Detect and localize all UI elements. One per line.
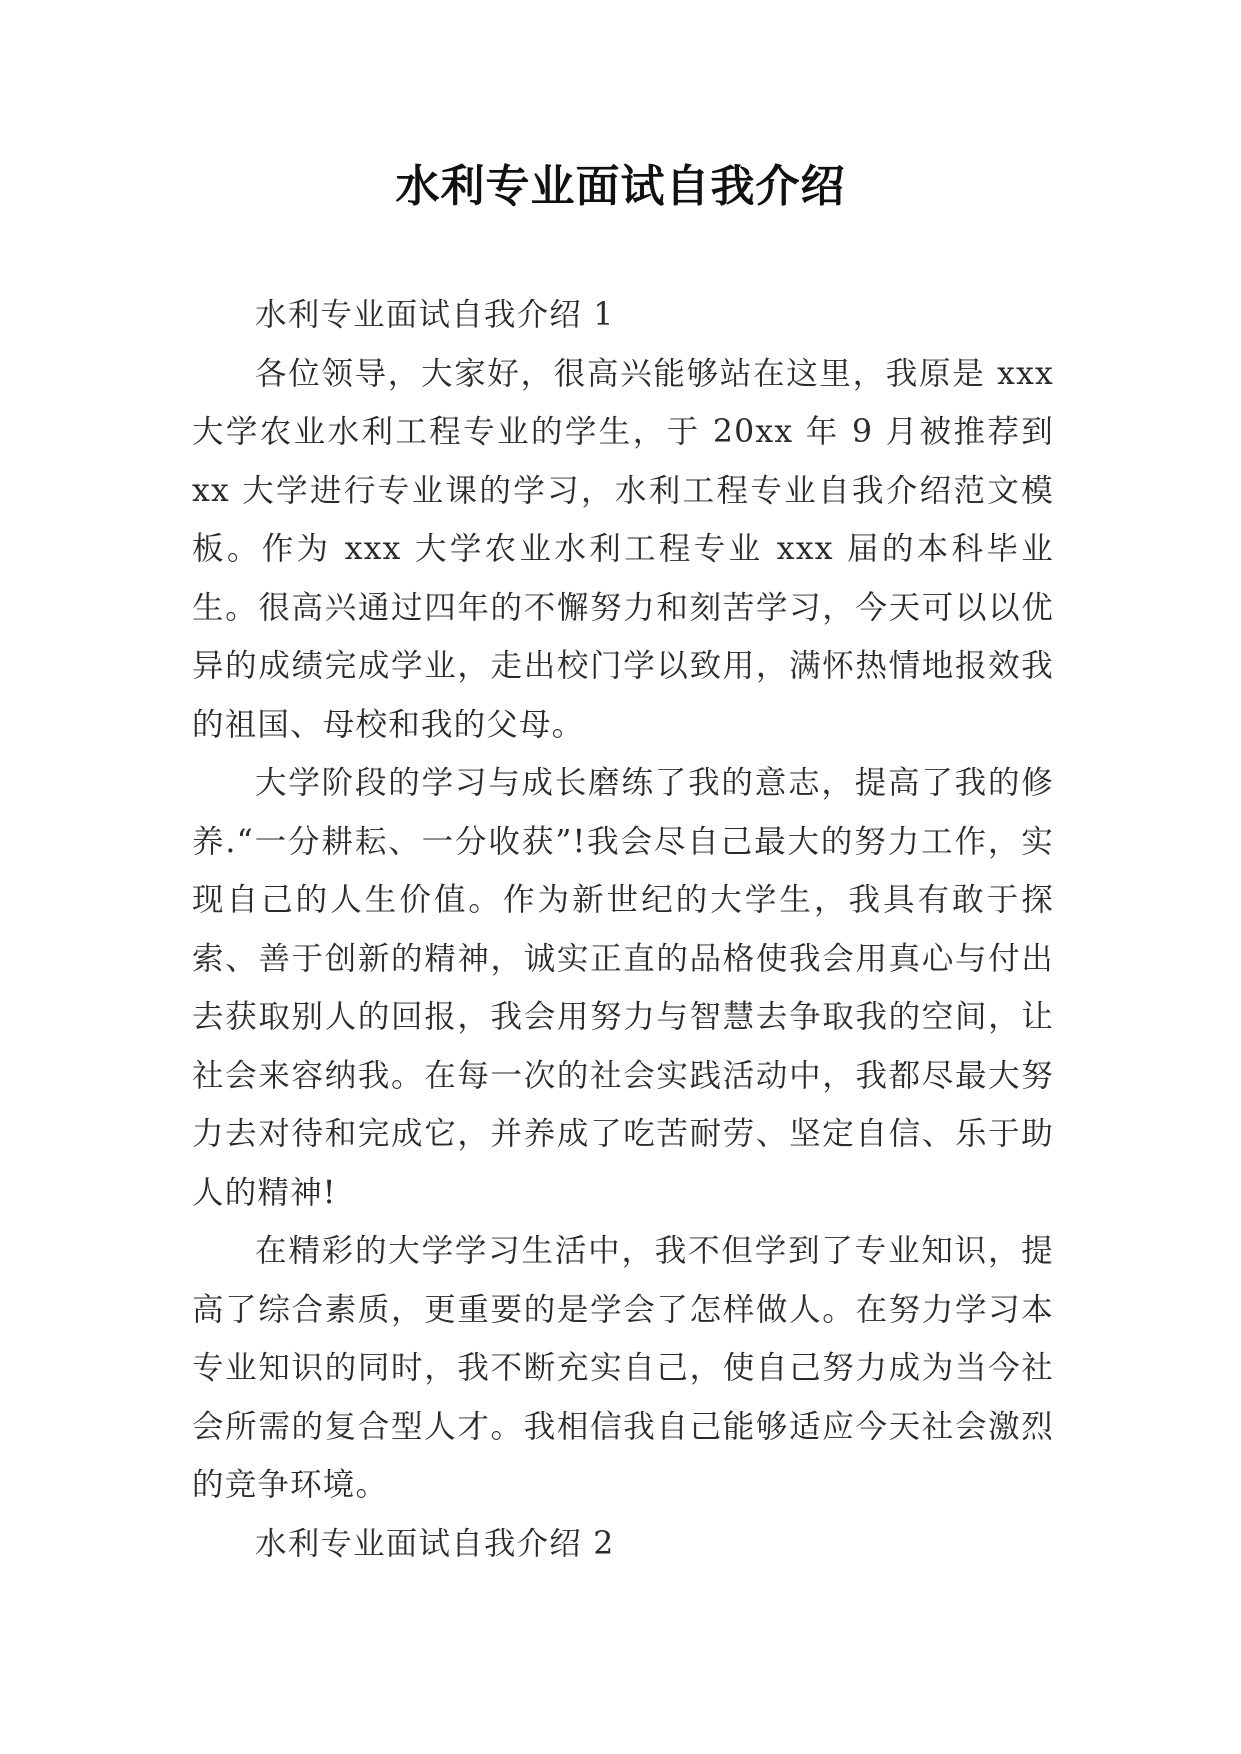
paragraph-2: 大学阶段的学习与成长磨练了我的意志，提高了我的修养.“一分耕耘、一分收获”!我会尽自己最大的努力工作，实现自己的人生价值。作为新世纪的大学生，我具有敢于探索、善于创新的精神，诚实正直的品格使我会用真心与付出去获取别人的回报，我会用努力与智慧去争取我的空间，让社会来容纳我。在每一次的社会实践活动中，我都尽最大努力去对待和完成它，并养成了吃苦耐劳、坚定自信、乐于助人的精神! <box>192 765 1054 1211</box>
page-title: 水利专业面试自我介绍 <box>395 161 846 212</box>
section-heading-2: 水利专业面试自我介绍 2 <box>255 1525 615 1562</box>
paragraph-1: 各位领导，大家好，很高兴能够站在这里，我原是 xxx 大学农业水利工程专业的学生，于 20xx 年 9 月被推荐到 xx 大学进行专业课的学习，水利工程专业自我介绍范文模板。作为 xxx 大学农业水利工程专业 xxx 届的本科毕业生。很高兴通过四年的不懈努力和刻苦学习，今天可以以优异的成绩完成学业，走出校门学以致用，满怀热情地报效我的祖国、母校和我的父母。 <box>192 355 1054 743</box>
document-body <box>192 286 1054 1573</box>
section-heading-1: 水利专业面试自我介绍 1 <box>255 297 615 333</box>
paragraph-3: 在精彩的大学学习生活中，我不但学到了专业知识，提高了综合素质，更重要的是学会了怎样做人。在努力学习本专业知识的同时，我不断充实自己，使自己努力成为当今社会所需的复合型人才。我相信我自己能够适应今天社会激烈的竞争环境。 <box>192 1233 1054 1503</box>
